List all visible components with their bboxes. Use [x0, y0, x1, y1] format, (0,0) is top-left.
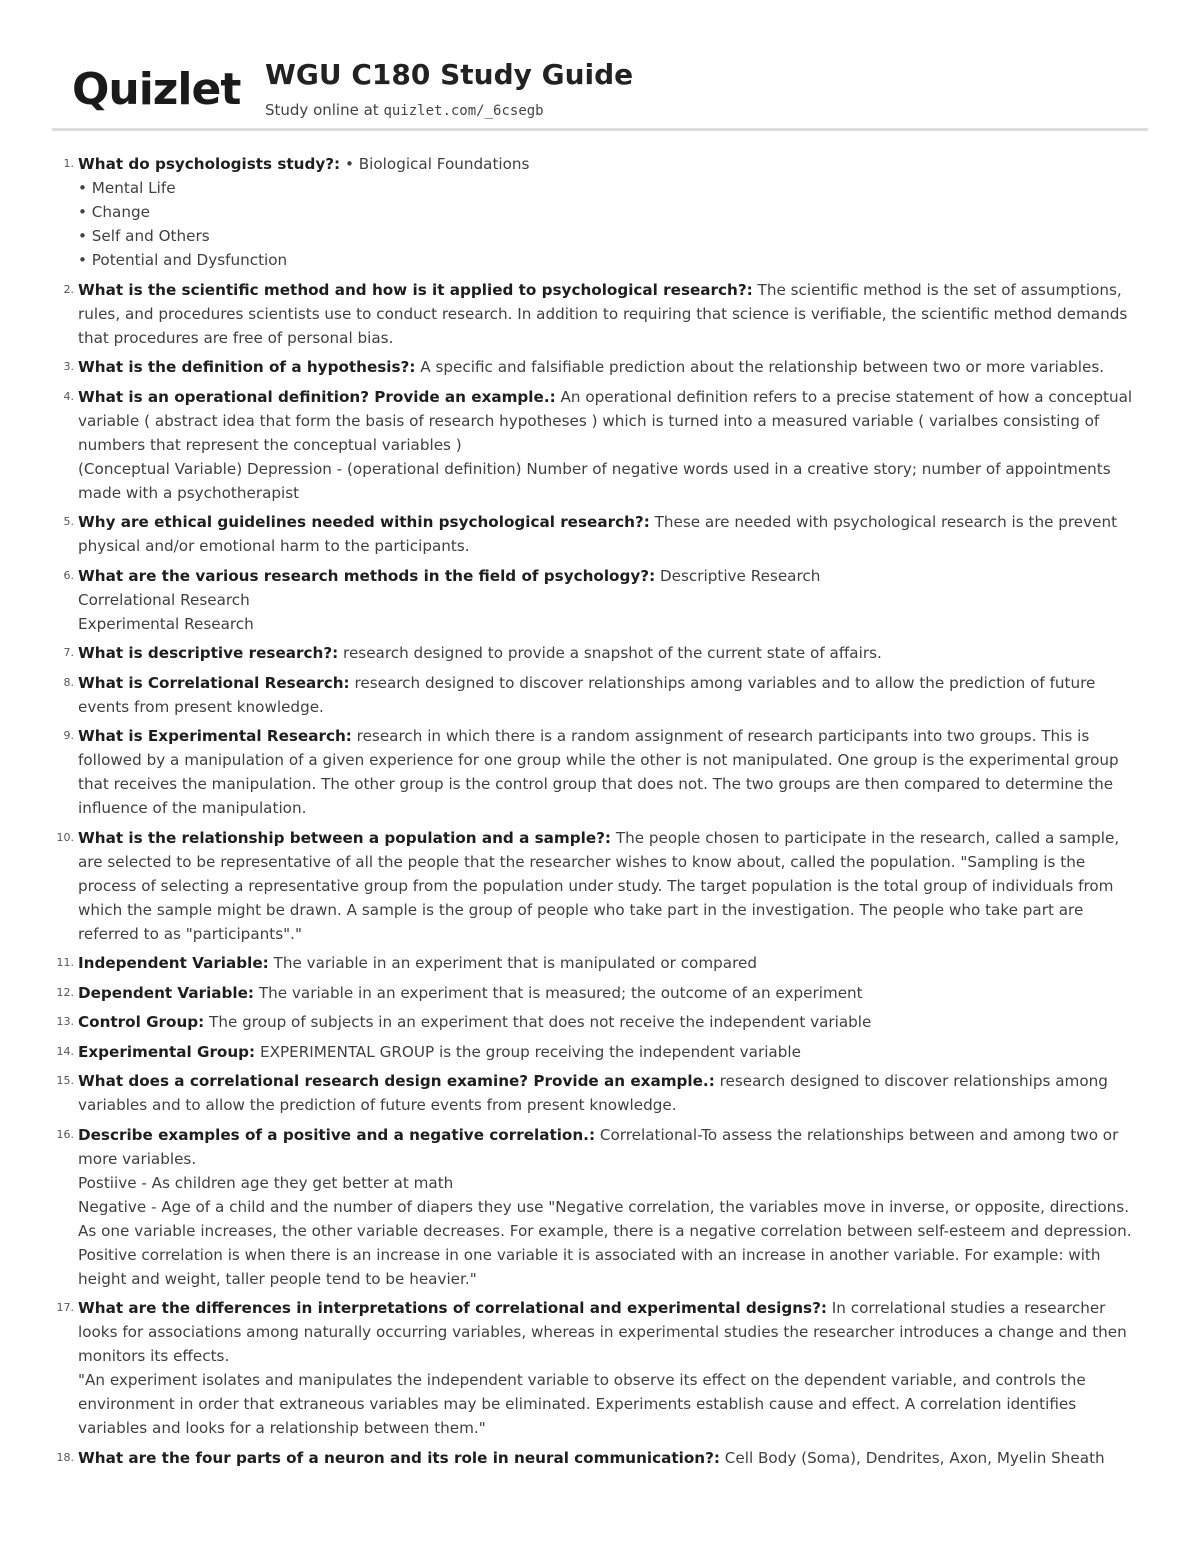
item-number: 11.	[56, 956, 74, 969]
answer-continuation: Experimental Research	[78, 614, 254, 633]
item-text	[78, 1296, 1148, 1368]
question-term: What are the differences in interpretations of correlational and experimental designs?:	[78, 1299, 827, 1317]
answer-text: EXPERIMENTAL GROUP is the group receiving the independent variable	[255, 1042, 801, 1061]
item-number: 14.	[56, 1044, 74, 1058]
item-text	[78, 1040, 1148, 1064]
question-term: What is the definition of a hypothesis?:	[78, 358, 416, 376]
item-number: 17.	[56, 1301, 74, 1314]
answer-text: These are needed with psychological research is the prevent physical and/or emotional harm to the participants.	[78, 513, 1118, 555]
item-text	[78, 1069, 1148, 1117]
item-number: 16.	[56, 1127, 74, 1141]
question-term: What is the scientific method and how is it applied to psychological research?:	[78, 280, 753, 299]
list-item	[48, 564, 1148, 636]
answer-continuation: Postiive - As children age they get better at math	[78, 1173, 454, 1192]
answer-text: Descriptive Research	[655, 566, 821, 585]
header-divider	[52, 128, 1148, 131]
question-term: What is an operational definition? Provide an example.:	[78, 387, 556, 406]
study-online-line	[265, 101, 544, 119]
answer-text: research designed to discover relationships among variables and to allow the prediction of future events from present knowledge.	[78, 673, 1096, 716]
item-text	[78, 951, 1148, 975]
list-item	[48, 1123, 1148, 1291]
answer-text: research designed to provide a snapshot of the current state of affairs.	[338, 644, 882, 662]
item-text	[78, 1123, 1148, 1171]
item-number: 15.	[56, 1074, 74, 1087]
item-number: 7.	[63, 646, 74, 659]
answer-text: The scientific method is the set of assumptions, rules, and procedures scientists use to conduct research. In addition to requiring that science is verifiable, the scientific method demands that procedures are free of personal bias.	[78, 280, 1128, 347]
list-item	[48, 385, 1148, 505]
question-term: What is the relationship between a population and a sample?:	[78, 828, 612, 847]
list-item	[48, 1010, 1148, 1034]
answer-text: The group of subjects in an experiment that does not receive the independent variable	[204, 1013, 872, 1031]
answer-text: The people chosen to participate in the research, called a sample, are selected to be representative of all the people that the researcher wishes to know about, called the population. "Sampling is the process of selecting a representative group from the population under study. The target population is the total group of individuals from which the sample might be drawn. A sample is the group of people who take part in the investigation. The people who take part are referred to as "participants"."	[78, 828, 1120, 943]
list-item	[48, 671, 1148, 719]
item-text	[78, 355, 1148, 379]
question-term: What does a correlational research design examine? Provide an example.:	[78, 1072, 715, 1090]
question-term: What is descriptive research?:	[78, 644, 339, 662]
item-number: 2.	[63, 282, 74, 296]
answer-continuation: • Change	[78, 203, 150, 221]
item-text	[78, 385, 1148, 457]
answer-continuation: Correlational Research	[78, 590, 250, 609]
question-term: Experimental Group:	[78, 1042, 256, 1061]
question-term: Describe examples of a positive and a negative correlation.:	[78, 1125, 596, 1144]
item-number: 8.	[63, 675, 74, 689]
item-text	[78, 826, 1148, 946]
answer-text: The variable in an experiment that is measured; the outcome of an experiment	[254, 983, 863, 1002]
answer-continuation: • Self and Others	[78, 227, 210, 245]
question-term: Dependent Variable:	[78, 983, 254, 1002]
qa-list	[48, 152, 1148, 1475]
item-number: 4.	[63, 389, 74, 403]
item-number: 12.	[56, 985, 74, 999]
question-term: What are the various research methods in the field of psychology?:	[78, 566, 656, 585]
item-number: 18.	[56, 1450, 74, 1464]
answer-text: An operational definition refers to a precise statement of how a conceptual variable ( abstract idea that form the basis of research hypotheses ) which is turned into a measured variable ( varialbes consisting of numbers that represent the conceptual variables )	[78, 387, 1133, 454]
list-item	[48, 951, 1148, 975]
question-term: What is Correlational Research:	[78, 673, 350, 692]
item-text	[78, 1010, 1148, 1034]
logo-text: Quizlet	[72, 64, 241, 115]
list-item	[48, 152, 1148, 272]
list-item	[48, 1069, 1148, 1117]
item-text	[78, 671, 1148, 719]
question-term: What is Experimental Research:	[78, 727, 352, 745]
item-text	[78, 981, 1148, 1005]
page-title: WGU C180 Study Guide	[265, 58, 634, 91]
list-item	[48, 826, 1148, 946]
quizlet-logo[interactable]	[70, 62, 246, 116]
list-item	[48, 355, 1148, 379]
item-text	[78, 510, 1148, 558]
item-text	[78, 152, 1148, 176]
item-text	[78, 641, 1148, 665]
item-number: 5.	[63, 515, 74, 528]
answer-text: Correlational-To assess the relationships between and among two or more variables.	[78, 1125, 1119, 1168]
study-url-link[interactable]: quizlet.com/_6csegb	[383, 103, 544, 119]
item-number: 10.	[56, 830, 74, 844]
item-text	[78, 724, 1148, 820]
item-number: 6.	[63, 568, 74, 582]
answer-text: research designed to discover relationships among variables and to allow the prediction of future events from present knowledge.	[78, 1072, 1108, 1114]
list-item	[48, 1040, 1148, 1064]
list-item	[48, 510, 1148, 558]
question-term: Why are ethical guidelines needed within psychological research?:	[78, 513, 650, 531]
list-item	[48, 1446, 1148, 1470]
item-text	[78, 278, 1148, 350]
list-item	[48, 724, 1148, 820]
question-term: What are the four parts of a neuron and its role in neural communication?:	[78, 1448, 720, 1467]
answer-continuation: (Conceptual Variable) Depression - (operational definition) Number of negative words used in a creative story; number of appointments made with a psychotherapist	[78, 459, 1111, 502]
answer-continuation: • Mental Life	[78, 179, 176, 197]
list-item	[48, 1296, 1148, 1440]
list-item	[48, 641, 1148, 665]
question-term: Independent Variable:	[78, 954, 269, 972]
list-item	[48, 981, 1148, 1005]
answer-continuation: • Potential and Dysfunction	[78, 251, 288, 269]
item-number: 1.	[63, 157, 74, 170]
answer-text: A specific and falsifiable prediction about the relationship between two or more variables.	[415, 358, 1105, 376]
answer-text: In correlational studies a researcher looks for associations among naturally occurring variables, whereas in experimental studies the researcher introduces a change and then monitors its effects.	[78, 1299, 1127, 1365]
answer-text: Cell Body (Soma), Dendrites, Axon, Myelin Sheath	[719, 1448, 1105, 1467]
question-term: Control Group:	[78, 1013, 205, 1031]
item-number: 3.	[63, 360, 74, 373]
answer-text: The variable in an experiment that is manipulated or compared	[268, 954, 757, 972]
answer-text: • Biological Foundations	[340, 155, 530, 173]
item-number: 13.	[56, 1015, 74, 1028]
item-text	[78, 564, 1148, 588]
question-term: What do psychologists study?:	[78, 155, 341, 173]
item-text	[78, 1446, 1148, 1470]
page-header	[0, 0, 1200, 140]
answer-continuation: "An experiment isolates and manipulates the independent variable to observe its effect on the dependent variable, and controls the environment in order that extraneous variables may be eliminated. Experiments establish cause and effect. A correlation identifies variables and looks for a relationship between them."	[78, 1371, 1086, 1437]
study-online-prefix: Study online at	[265, 101, 384, 119]
answer-text: research in which there is a random assignment of research participants into two groups. This is followed by a manipulation of a given experience for one group while the other is not manipulated. One group is the experimental group that receives the manipulation. The other group is the control group that does not. The two groups are then compared to determine the influence of the manipulation.	[78, 727, 1119, 817]
item-number: 9.	[63, 729, 74, 742]
list-item	[48, 278, 1148, 350]
answer-continuation: Negative - Age of a child and the number of diapers they use "Negative correlation, the variables move in inverse, or opposite, directions. As one variable increases, the other variable decreases. For example, there is a negative correlation between self-esteem and depression. Positive correlation is when there is an increase in one variable it is associated with an increase in another variable. For example: with height and weight, taller people tend to be heavier."	[78, 1197, 1132, 1288]
